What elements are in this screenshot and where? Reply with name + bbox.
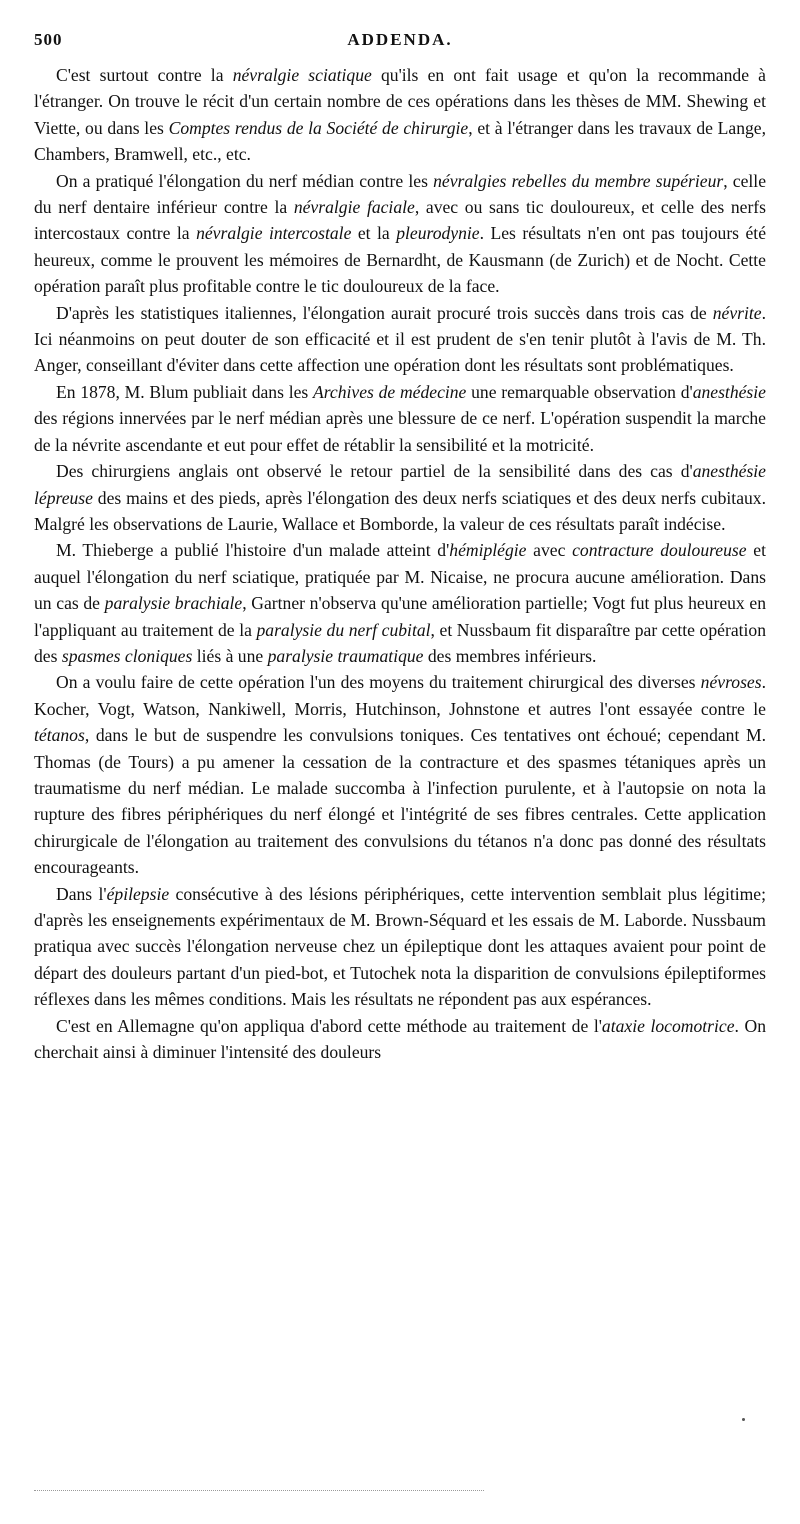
italic-term: névroses xyxy=(700,672,762,693)
body-text xyxy=(34,62,766,1065)
text-run: des mains et des pieds, après l'élongation des deux nerfs sciatiques et des deux nerfs cubitaux. Malgré les observations de Laurie, Wallace et Bomborde, la valeur de ces résultats paraît indécise. xyxy=(34,487,766,534)
paragraph xyxy=(34,168,766,300)
italic-term: paralysie brachiale xyxy=(104,593,243,614)
text-run: , Gartner n'observa qu'une amélioration partielle; Vogt fut plus heureux en l'appliquant au traitement de la xyxy=(34,593,766,640)
paragraph xyxy=(34,62,766,168)
text-run: C'est en Allemagne qu'on appliqua d'abord cette méthode au traitement de l' xyxy=(56,1015,602,1036)
text-run: . Ici néanmoins on peut douter de son efficacité et il est prudent de s'en tenir plutôt à l'avis de M. Th. Anger, conseillant d'éviter dans cette affection une opération dont les résultats sont problématiques. xyxy=(34,302,766,376)
text-run: , celle du nerf dentaire inférieur contre la xyxy=(34,170,766,218)
italic-term: anesthésie xyxy=(692,381,766,402)
page-number: 500 xyxy=(34,30,63,49)
paragraph xyxy=(34,458,766,537)
text-run: des régions innervées par le nerf médian après une blessure de ce nerf. L'opération suspendit la marche de la névrite ascendante et eut pour effet de rétablir la sensibilité et la motricité. xyxy=(34,408,766,455)
text-run: , et Nussbaum fit disparaître par cette opération des xyxy=(34,619,766,666)
italic-term: névralgie sciatique xyxy=(232,65,372,85)
text-run: consécutive à des lésions périphériques, cette intervention semblait plus légitime; d'après les enseignements expérimentaux de M. Brown-Séquard et les essais de M. Laborde. Nussbaum pratiqua avec succès l'élongation nerveuse chez un épileptique dont les attaques avaient pour point de départ des douleurs partant d'un pied-bot, et Tutochek nota la disparition de convulsions épileptiformes réflexes dans les mêmes conditions. Mais les résultats ne répondent pas aux espérances. xyxy=(34,883,766,1010)
text-run: et la xyxy=(351,223,397,244)
text-run: des membres inférieurs. xyxy=(423,645,597,666)
italic-term: ataxie locomotrice xyxy=(601,1015,735,1036)
paragraph xyxy=(34,379,766,458)
italic-term: névralgie faciale xyxy=(293,197,415,218)
italic-term: névralgies rebelles du membre supérieur xyxy=(433,170,724,191)
footer-rule xyxy=(34,1490,484,1491)
text-run: Dans l' xyxy=(56,883,107,904)
text-run: , avec ou sans tic douloureux, et celle des nerfs intercostaux contre la xyxy=(34,197,767,244)
text-run: Des chirurgiens anglais ont observé le retour partiel de la sensibilité dans des cas d' xyxy=(56,461,693,482)
italic-term: paralysie du nerf cubital xyxy=(256,619,431,640)
book-page xyxy=(34,30,766,1065)
paragraph xyxy=(34,537,766,669)
running-head xyxy=(34,30,766,56)
text-run: On a voulu faire de cette opération l'un des moyens du traitement chirurgical des diverses xyxy=(56,672,701,693)
text-run: En 1878, M. Blum publiait dans les xyxy=(56,381,313,402)
paragraph xyxy=(34,1013,766,1066)
italic-term: contracture douloureuse xyxy=(572,540,747,561)
text-run: qu'ils en ont fait usage et qu'on la recommande à l'étranger. On trouve le récit d'un certain nombre de ces opérations dans les thèses de MM. Shewing et Viette, ou dans les xyxy=(34,65,766,138)
text-run: . Kocher, Vogt, Watson, Nankiwell, Morris, Hutchinson, Johnstone et autres l'ont essayée contre le xyxy=(34,672,766,719)
italic-term: anesthésie lépreuse xyxy=(34,461,766,508)
italic-term: névralgie intercostale xyxy=(196,223,352,244)
text-run: , et à l'étranger dans les travaux de Lange, Chambers, Bramwell, etc., etc. xyxy=(34,117,767,165)
italic-term: paralysie traumatique xyxy=(267,645,424,666)
text-run: avec xyxy=(526,540,573,561)
paragraph xyxy=(34,881,766,1013)
text-run: , dans le but de suspendre les convulsions toniques. Ces tentatives ont échoué; cependant M. Thomas (de Tours) a pu amener la cessation de la contracture et des spasmes tétaniques après un traumatisme du nerf médian. Le malade succomba à l'infection purulente, et à l'autopsie on nota la rupture des fibres périphériques du nerf élongé et l'intégrité de ses fibres centrales. Cette application chirurgicale de l'élongation au traitement des convulsions du tétanos n'a donc pas donné des résultats encourageants. xyxy=(34,725,766,878)
text-run: . Les résultats n'en ont pas toujours été heureux, comme le prouvent les mémoires de Bernardht, de Kausmann (de Zurich) et de Nocht. Cette opération paraît plus profitable contre le tic douloureux de la face. xyxy=(34,223,767,297)
italic-term: épilepsie xyxy=(106,883,170,904)
italic-term: tétanos xyxy=(34,725,85,746)
margin-dot xyxy=(742,1418,745,1421)
text-run: . On cherchait ainsi à diminuer l'intensité des douleurs xyxy=(34,1015,767,1063)
text-run: une remarquable observation d' xyxy=(466,381,693,402)
paragraph xyxy=(34,300,766,379)
text-run: et auquel l'élongation du nerf sciatique, pratiquée par M. Nicaise, ne procura aucune amélioration. Dans un cas de xyxy=(34,540,766,614)
text-run: On a pratiqué l'élongation du nerf médian contre les xyxy=(56,170,434,191)
running-title: ADDENDA. xyxy=(347,30,453,49)
italic-term: spasmes cloniques xyxy=(61,645,193,666)
text-run: M. Thieberge a publié l'histoire d'un malade atteint d' xyxy=(56,540,450,561)
italic-term: Archives de médecine xyxy=(312,381,467,402)
italic-term: pleurodynie xyxy=(396,223,480,244)
text-run: liés à une xyxy=(192,645,268,666)
paragraph xyxy=(34,669,766,880)
text-run: C'est surtout contre la xyxy=(56,65,233,85)
italic-term: hémiplégie xyxy=(449,540,527,561)
italic-term: névrite xyxy=(712,302,762,323)
italic-term: Comptes rendus de la Société de chirurgie xyxy=(168,117,469,138)
text-run: D'après les statistiques italiennes, l'élongation aurait procuré trois succès dans trois cas de xyxy=(56,302,713,323)
